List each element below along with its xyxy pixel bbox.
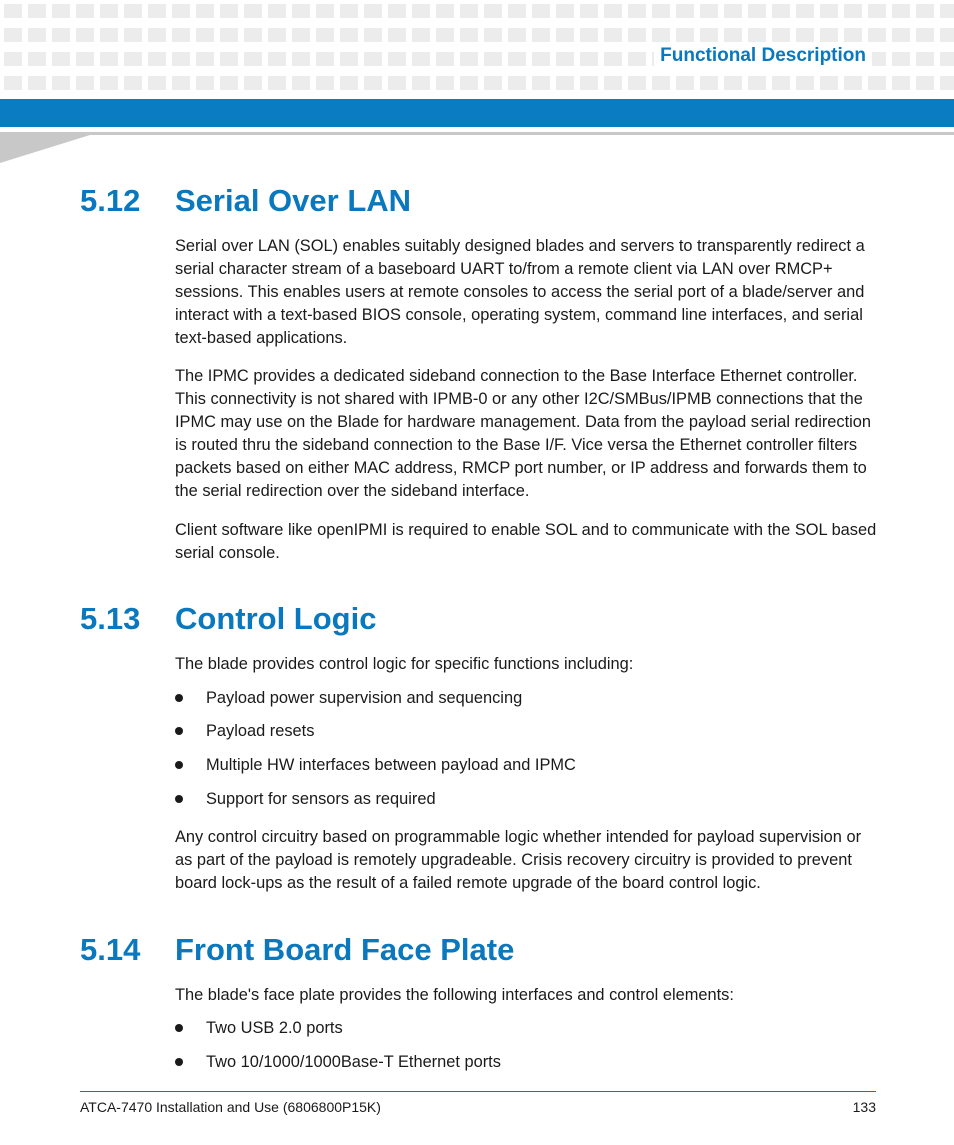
grid-square — [316, 28, 334, 42]
grid-square — [76, 4, 94, 18]
grid-square — [916, 28, 934, 42]
grid-square — [292, 28, 310, 42]
grid-square — [748, 4, 766, 18]
grid-square — [340, 76, 358, 90]
grid-square — [436, 28, 454, 42]
grid-square — [436, 4, 454, 18]
grid-square — [892, 28, 910, 42]
grid-square — [148, 4, 166, 18]
grid-square — [916, 52, 934, 66]
grid-square — [580, 4, 598, 18]
grid-square — [532, 28, 550, 42]
grid-square — [172, 52, 190, 66]
grid-square — [52, 52, 70, 66]
bullet-dot — [175, 694, 183, 702]
section-number: 5.12 — [80, 183, 141, 218]
paragraph: The IPMC provides a dedicated sideband connection to the Base Interface Ethernet controller. This connectivity is not shared with IPMB-0 or any other I2C/SMBus/IPMB connections that the IPMC may use on the Blade for hardware management. Data from the payload serial redirection is routed thru the sideband connection to the Base I/F. Vice versa the Ethernet controller filters packets based on either MAC address, RMCP port number, or IP address and forwards them to the serial redirection over the sideband interface. — [175, 367, 872, 500]
grid-square — [772, 28, 790, 42]
grid-square — [700, 4, 718, 18]
grid-square — [484, 28, 502, 42]
grid-square — [244, 4, 262, 18]
grid-square — [508, 76, 526, 90]
grid-square — [340, 52, 358, 66]
footer-rule — [80, 1091, 876, 1092]
header-blue-bar — [0, 99, 954, 127]
page-number: 133 — [852, 1099, 876, 1115]
grid-square — [940, 76, 954, 90]
grid-square — [268, 76, 286, 90]
footer-document-title: ATCA-7470 Installation and Use (6806800P15K) — [80, 1099, 381, 1115]
grid-square — [724, 76, 742, 90]
grid-square — [76, 52, 94, 66]
grid-square — [268, 28, 286, 42]
grid-square — [916, 4, 934, 18]
grid-square — [148, 76, 166, 90]
grid-square — [748, 28, 766, 42]
grid-square — [244, 28, 262, 42]
grid-square — [628, 4, 646, 18]
grid-square — [796, 4, 814, 18]
grid-square — [532, 52, 550, 66]
grid-square — [868, 76, 886, 90]
grid-square — [892, 76, 910, 90]
grid-square — [268, 4, 286, 18]
grid-square — [940, 52, 954, 66]
grid-square — [508, 4, 526, 18]
grid-square — [4, 4, 22, 18]
grid-square — [844, 28, 862, 42]
grid-square — [556, 28, 574, 42]
grid-square — [316, 52, 334, 66]
grid-square — [196, 28, 214, 42]
grid-square — [652, 28, 670, 42]
grid-square — [4, 52, 22, 66]
grid-square — [100, 28, 118, 42]
grid-square — [244, 76, 262, 90]
grid-square — [76, 28, 94, 42]
grid-square — [28, 28, 46, 42]
section-heading-front-board-face-plate — [80, 932, 514, 968]
grid-square — [604, 76, 622, 90]
grid-square — [676, 4, 694, 18]
grid-square — [340, 4, 358, 18]
list-item-text: Two 10/1000/1000Base-T Ethernet ports — [206, 1053, 501, 1071]
grid-square — [940, 28, 954, 42]
grid-square — [172, 76, 190, 90]
bullet-dot — [175, 727, 183, 735]
list-item-text: Payload resets — [206, 722, 315, 740]
grid-square — [220, 4, 238, 18]
grid-square — [316, 4, 334, 18]
grid-square — [652, 76, 670, 90]
grid-square — [436, 52, 454, 66]
grid-square — [412, 52, 430, 66]
grid-square — [412, 28, 430, 42]
grid-square — [844, 76, 862, 90]
grid-square — [244, 52, 262, 66]
grid-square — [724, 4, 742, 18]
grid-square — [508, 28, 526, 42]
paragraph: Serial over LAN (SOL) enables suitably designed blades and servers to transparently redirect a serial character stream of a baseboard UART to/from a remote client via LAN over RMCP+ sessions. This enables users at remote consoles to access the serial port of a blade/server and interact with a text-based BIOS console, operating system, command line interfaces, and serial text-based applications. — [175, 237, 865, 347]
grid-square — [388, 76, 406, 90]
grid-square — [28, 52, 46, 66]
grid-square — [820, 76, 838, 90]
bullet-dot — [175, 1058, 183, 1066]
grid-square — [556, 4, 574, 18]
grid-square — [364, 52, 382, 66]
grid-square — [772, 76, 790, 90]
grid-square — [820, 28, 838, 42]
grid-square — [52, 76, 70, 90]
grid-square — [220, 76, 238, 90]
grid-square — [628, 76, 646, 90]
grid-square — [940, 4, 954, 18]
grid-square — [796, 76, 814, 90]
grid-square — [124, 28, 142, 42]
list-item-text: Two USB 2.0 ports — [206, 1019, 343, 1037]
section-heading-control-logic — [80, 601, 376, 637]
grid-square — [316, 76, 334, 90]
grid-square — [700, 76, 718, 90]
grid-square — [604, 4, 622, 18]
bullet-dot — [175, 795, 183, 803]
grid-square — [484, 52, 502, 66]
grid-square — [172, 4, 190, 18]
grid-square — [460, 28, 478, 42]
grid-square — [4, 28, 22, 42]
grid-square — [148, 52, 166, 66]
grid-square — [292, 4, 310, 18]
grid-square — [484, 4, 502, 18]
grid-square — [436, 76, 454, 90]
header-gray-wedge — [0, 132, 954, 164]
grid-square — [580, 52, 598, 66]
section-heading-serial-over-lan — [80, 183, 411, 219]
grid-square — [388, 4, 406, 18]
grid-square — [796, 28, 814, 42]
grid-square — [100, 52, 118, 66]
grid-square — [628, 28, 646, 42]
grid-square — [388, 52, 406, 66]
grid-square — [124, 76, 142, 90]
paragraph: The blade's face plate provides the following interfaces and control elements: — [175, 986, 734, 1004]
grid-square — [364, 4, 382, 18]
grid-square — [604, 28, 622, 42]
grid-square — [700, 28, 718, 42]
grid-square — [508, 52, 526, 66]
grid-square — [52, 4, 70, 18]
section-title: Serial Over LAN — [175, 183, 412, 218]
section-number: 5.14 — [80, 932, 141, 967]
grid-square — [220, 28, 238, 42]
grid-square — [556, 76, 574, 90]
grid-square — [748, 76, 766, 90]
grid-square — [268, 52, 286, 66]
grid-square — [868, 4, 886, 18]
list-item-text: Multiple HW interfaces between payload and IPMC — [206, 756, 576, 774]
grid-square — [4, 76, 22, 90]
grid-square — [916, 76, 934, 90]
grid-square — [124, 4, 142, 18]
grid-square — [676, 76, 694, 90]
grid-square — [28, 4, 46, 18]
grid-square — [196, 52, 214, 66]
grid-square — [340, 28, 358, 42]
grid-square — [100, 4, 118, 18]
grid-square — [868, 28, 886, 42]
grid-square — [76, 76, 94, 90]
list-item-text: Payload power supervision and sequencing — [206, 689, 523, 707]
bullet-dot — [175, 1024, 183, 1032]
grid-square — [364, 28, 382, 42]
paragraph: The blade provides control logic for specific functions including: — [175, 655, 634, 673]
list-item-text: Support for sensors as required — [206, 790, 436, 808]
grid-square — [892, 4, 910, 18]
grid-square — [724, 28, 742, 42]
grid-square — [388, 28, 406, 42]
grid-square — [460, 52, 478, 66]
paragraph: Client software like openIPMI is required to enable SOL and to communicate with the SOL based serial console. — [175, 521, 877, 562]
grid-square — [772, 4, 790, 18]
grid-square — [532, 76, 550, 90]
grid-square — [580, 76, 598, 90]
grid-square — [172, 28, 190, 42]
section-title: Control Logic — [175, 601, 377, 636]
grid-square — [556, 52, 574, 66]
paragraph: Any control circuitry based on programmable logic whether intended for payload supervision or as part of the payload is remotely upgradeable. Crisis recovery circuitry is provided to prevent board lock-ups as the result of a failed remote upgrade of the board control logic. — [175, 828, 862, 892]
grid-square — [580, 28, 598, 42]
grid-square — [460, 76, 478, 90]
grid-square — [532, 4, 550, 18]
grid-square — [28, 76, 46, 90]
grid-square — [484, 76, 502, 90]
grid-square — [412, 76, 430, 90]
grid-square — [220, 52, 238, 66]
grid-square — [52, 28, 70, 42]
grid-square — [844, 4, 862, 18]
grid-square — [148, 28, 166, 42]
grid-square — [460, 4, 478, 18]
section-title: Front Board Face Plate — [175, 932, 515, 967]
grid-square — [124, 52, 142, 66]
grid-square — [628, 52, 646, 66]
grid-square — [100, 76, 118, 90]
grid-square — [196, 4, 214, 18]
grid-square — [652, 4, 670, 18]
grid-square — [292, 52, 310, 66]
bullet-dot — [175, 761, 183, 769]
grid-square — [412, 4, 430, 18]
grid-square — [676, 28, 694, 42]
section-number: 5.13 — [80, 601, 141, 636]
grid-square — [892, 52, 910, 66]
header-title: Functional Description — [654, 44, 872, 68]
grid-square — [292, 76, 310, 90]
grid-square — [604, 52, 622, 66]
grid-square — [820, 4, 838, 18]
grid-square — [364, 76, 382, 90]
grid-square — [196, 76, 214, 90]
